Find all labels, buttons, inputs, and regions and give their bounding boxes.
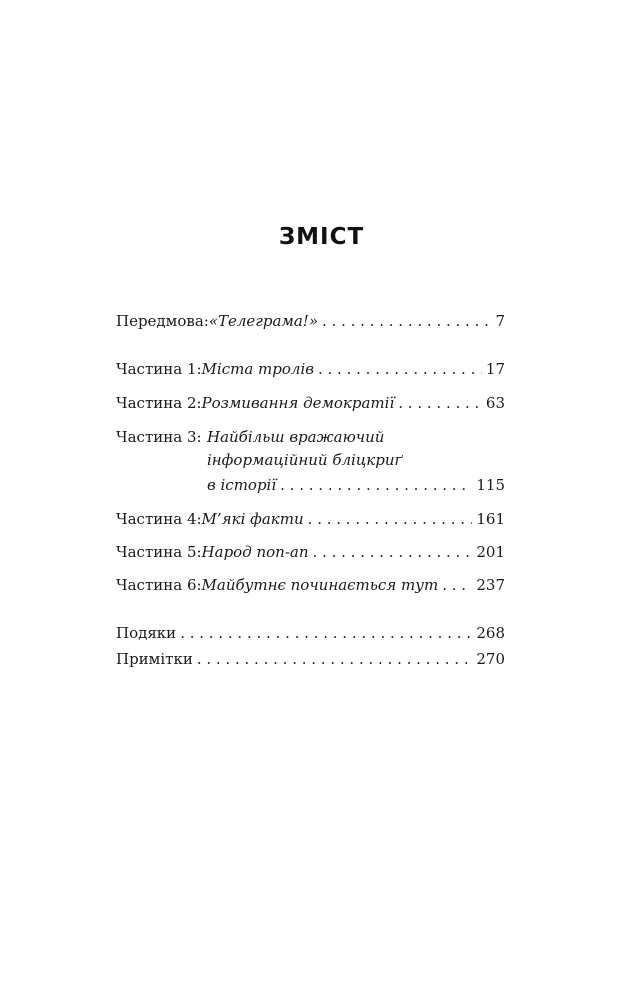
entry-label: Частина 6: [116, 576, 202, 594]
entry-title: М’які факти [201, 510, 304, 528]
entry-title-line-2: інформаційний бліцкриґ [207, 451, 403, 469]
toc-entry-part-2[interactable] [116, 394, 505, 412]
entry-page-number: 201 [476, 543, 505, 561]
dot-leader [280, 476, 472, 494]
dot-leader [197, 650, 473, 668]
entry-page-number: 237 [476, 576, 505, 594]
toc-entry-part-1[interactable] [116, 360, 505, 378]
toc-entry-part-6[interactable] [116, 576, 505, 594]
entry-page-number: 268 [476, 624, 505, 642]
entry-title-line-3: в історії [207, 476, 277, 494]
dot-leader [180, 624, 472, 642]
dot-leader [318, 360, 482, 378]
entry-page-number: 161 [476, 510, 505, 528]
entry-page-number: 63 [485, 394, 505, 412]
dot-leader [322, 312, 491, 330]
entry-label: Подяки [116, 624, 177, 642]
entry-page-number: 7 [495, 312, 505, 330]
entry-title: Розмивання демократії [201, 394, 395, 412]
entry-label: Частина 5: [116, 543, 202, 561]
toc-entry-part-5[interactable] [116, 543, 505, 561]
dot-leader [398, 394, 482, 412]
entry-last-line [207, 476, 505, 494]
toc-entry-foreword[interactable] [116, 312, 505, 330]
entry-title: «Телеграма!» [208, 312, 319, 330]
entry-page-number: 270 [476, 650, 505, 668]
entry-page-number: 115 [476, 476, 505, 494]
toc-entry-acknowledgements[interactable] [116, 624, 505, 642]
entry-title: Міста тролів [201, 360, 314, 378]
entry-title: Народ поп-ап [201, 543, 309, 561]
dot-leader [442, 576, 472, 594]
entry-label: Частина 3: [116, 428, 202, 446]
entry-page-number: 17 [485, 360, 505, 378]
entry-label: Примітки [116, 650, 193, 668]
dot-leader [308, 510, 473, 528]
entry-label: Частина 2: [116, 394, 202, 412]
entry-label: Передмова: [116, 312, 209, 330]
dot-leader [313, 543, 473, 561]
entry-label: Частина 4: [116, 510, 202, 528]
page-title: ЗМІСТ [278, 224, 365, 250]
entry-title: Майбутнє починається тут [201, 576, 439, 594]
entry-label: Частина 1: [116, 360, 202, 378]
toc-entry-notes[interactable] [116, 650, 505, 668]
entry-title-line-1: Найбільш вражаючий [207, 428, 385, 446]
toc-entry-part-4[interactable] [116, 510, 505, 528]
